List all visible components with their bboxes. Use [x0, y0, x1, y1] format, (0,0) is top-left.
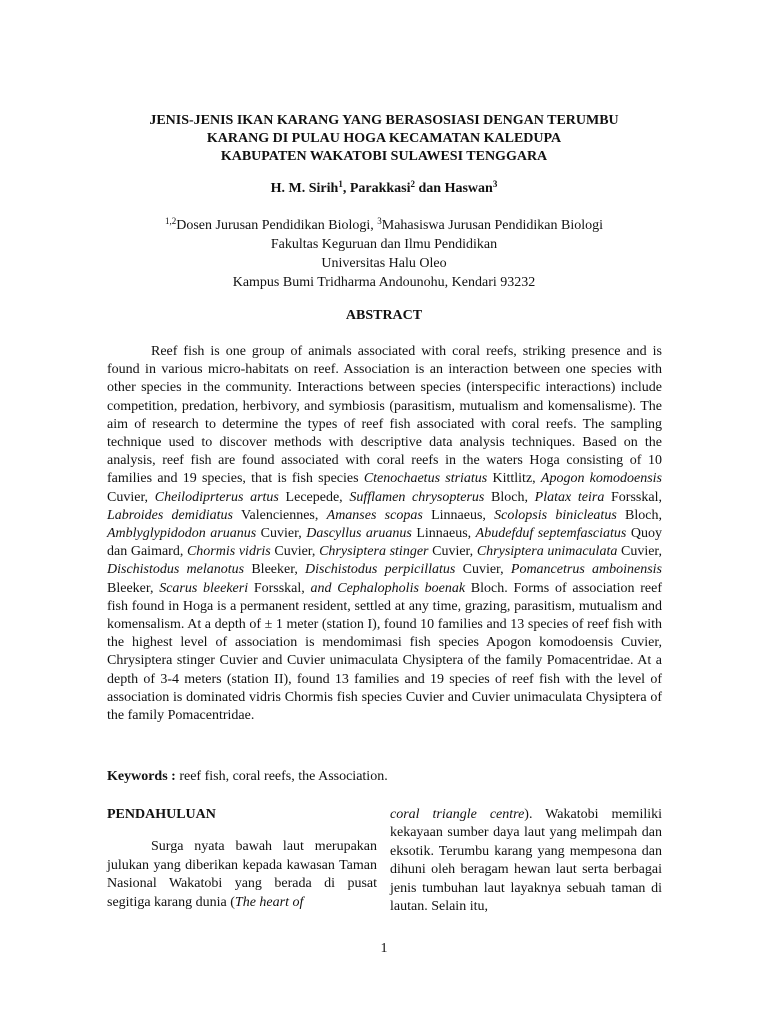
abstract-italic-run: Chrysiptera stinger	[319, 544, 429, 560]
author-2-sup: 2	[410, 179, 416, 189]
abstract-run: Linnaeus,	[422, 507, 495, 523]
affiliation-text: Dosen Jurusan Pendidikan Biologi,	[176, 218, 378, 233]
abstract-italic-run: Scarus bleekeri	[159, 580, 249, 596]
section-heading: PENDAHULUAN	[107, 807, 216, 822]
title-line-2: KARANG DI PULAU HOGA KECAMATAN KALEDUPA	[206, 131, 562, 146]
right-column	[390, 806, 662, 916]
title-line-1: JENIS-JENIS IKAN KARANG YANG BERASOSIASI DENGAN TERUMBU	[149, 113, 619, 128]
abstract-run: Kittlitz,	[487, 471, 541, 487]
abstract-run: Forsskal,	[248, 580, 311, 596]
author-separator: dan	[415, 181, 445, 196]
abstract-italic-run: Amblyglypidodon aruanus	[107, 526, 257, 542]
abstract-run: Reef fish is one group of animals associated with coral reefs, striking presence and is found in various micro-habitats on reef. Association is an interaction between one species with other species in the community. Interactions between species (interspecific interactions) include competition, predation, herbivory, and symbiosis (parasitism, mutualism and komensalisme). The aim of research to determine the types of reef fish associated with coral reefs. The sampling technique used to discover methods with descriptive data analysis techniques. Based on the analysis, reef fish are found associated with coral reefs in the waters Hoga consisting of 10 families and 19 species, that is fish species	[107, 344, 662, 487]
abstract-italic-run: Labroides demidiatus	[107, 507, 233, 523]
affiliation-line-4: Kampus Bumi Tridharma Andounohu, Kendari 93232	[232, 275, 536, 290]
abstract-italic-run: Ctenochaetus striatus	[363, 471, 488, 487]
abstract-italic-run: Abudefduf septemfasciatus	[475, 526, 627, 542]
abstract-run: Valenciennes,	[232, 507, 327, 523]
abstract-italic-run: Platax teira	[534, 489, 605, 505]
affiliation-sup: 1,2	[164, 216, 177, 226]
abstract-run: Cuvier,	[270, 544, 320, 560]
abstract-run: Cuvier,	[428, 544, 477, 560]
abstract-heading: ABSTRACT	[345, 308, 423, 323]
intro-left-run: Surga nyata bawah laut merupakan julukan yang diberikan kepada kawasan Taman Nasional Wakatobi yang berada di pusat segitiga karang dunia (	[107, 839, 377, 910]
affiliation-block	[80, 216, 688, 292]
abstract-italic-run: and Cephalopholis boenak	[310, 580, 466, 596]
author-1: H. M. Sirih	[270, 181, 339, 196]
abstract-run: Forsskal,	[604, 489, 662, 505]
intro-paragraph-right	[390, 806, 662, 916]
affiliation-line-1	[80, 216, 688, 235]
keywords-text: reef fish, coral reefs, the Association.	[175, 769, 388, 784]
abstract-italic-run: Amanses scopas	[326, 507, 423, 523]
abstract-italic-run: Chrysiptera unimaculata	[476, 544, 618, 560]
intro-right-run: ). Wakatobi memiliki kekayaan sumber daya laut yang melimpah dan eksotik. Terumbu karang yang mempesona dan dihuni oleh beragam hewan laut serta berbagai jenis tumbuhan laut layaknya sebuah taman di lautan. Selain itu,	[390, 807, 663, 915]
abstract-run: Bloch,	[484, 489, 535, 505]
abstract-italic-run: Scolopsis binicleatus	[494, 507, 617, 523]
abstract-run: Linnaeus,	[411, 526, 476, 542]
intro-right-italic-run: coral triangle centre	[390, 807, 525, 822]
author-2: Parakkasi	[349, 181, 411, 196]
abstract-italic-run: Apogon komodoensis	[540, 471, 662, 487]
abstract-italic-run: Sufflamen chrysopterus	[349, 489, 485, 505]
keywords-line	[107, 768, 662, 786]
abstract-run: Cuvier,	[455, 562, 511, 578]
affiliation-sup: 3	[377, 216, 382, 226]
abstract-italic-run: Dascyllus aruanus	[306, 526, 412, 542]
abstract-italic-run: Pomancetrus amboinensis	[510, 562, 662, 578]
affiliation-line-3: Universitas Halu Oleo	[321, 256, 447, 271]
abstract-italic-run: Cheilodiprterus artus	[154, 489, 279, 505]
page-number: 1	[380, 941, 388, 956]
affiliation-text: Mahasiswa Jurusan Pendidikan Biologi	[381, 218, 604, 233]
abstract-run: Bleeker,	[244, 562, 306, 578]
abstract-run: Cuvier,	[107, 489, 155, 505]
intro-paragraph-left	[107, 838, 377, 912]
title-line-3: KABUPATEN WAKATOBI SULAWESI TENGGARA	[220, 149, 548, 164]
abstract-run: Lecepede,	[278, 489, 350, 505]
abstract-italic-run: Chormis vidris	[186, 544, 271, 560]
abstract-italic-run: Dischistodus perpicillatus	[305, 562, 456, 578]
abstract-run: Bleeker,	[107, 580, 160, 596]
abstract-run: Cuvier,	[256, 526, 307, 542]
abstract-body	[107, 343, 662, 725]
paper-title	[100, 112, 668, 166]
author-list	[100, 180, 668, 198]
author-separator: ,	[342, 181, 350, 196]
affiliation-line-2: Fakultas Keguruan dan Ilmu Pendidikan	[270, 237, 498, 252]
abstract-run: Bloch. Forms of association reef fish found in Hoga is a permanent resident, settled at any time, grazing, parasitism, mutualism and komensalism. At a depth of ± 1 meter (station I), found 10 families and 13 species of reef fish with the highest level of association is mendomimasi fish species Apogon komodoensis Cuvier, Chrysiptera stinger Cuvier and Cuvier unimaculata Chysiptera of the family Pomacentridae. At a depth of 3-4 meters (station II), found 13 families and 19 species of reef fish with the level of association is dominated vidris Chormis fish species Cuvier and Cuvier unimaculata Chysiptera of the family Pomacentridae.	[107, 580, 662, 724]
keywords-label: Keywords :	[107, 769, 176, 784]
abstract-run: Quoy dan Gaimard,	[107, 526, 662, 560]
left-column	[107, 806, 377, 912]
abstract-italic-run: Dischistodus melanotus	[107, 562, 245, 578]
abstract-run: Bloch,	[616, 507, 662, 523]
intro-left-italic-run: The heart of	[234, 894, 304, 910]
author-1-sup: 1	[338, 179, 343, 189]
author-3: Haswan	[444, 181, 493, 196]
author-3-sup: 3	[492, 179, 498, 189]
abstract-run: Cuvier,	[617, 544, 663, 560]
